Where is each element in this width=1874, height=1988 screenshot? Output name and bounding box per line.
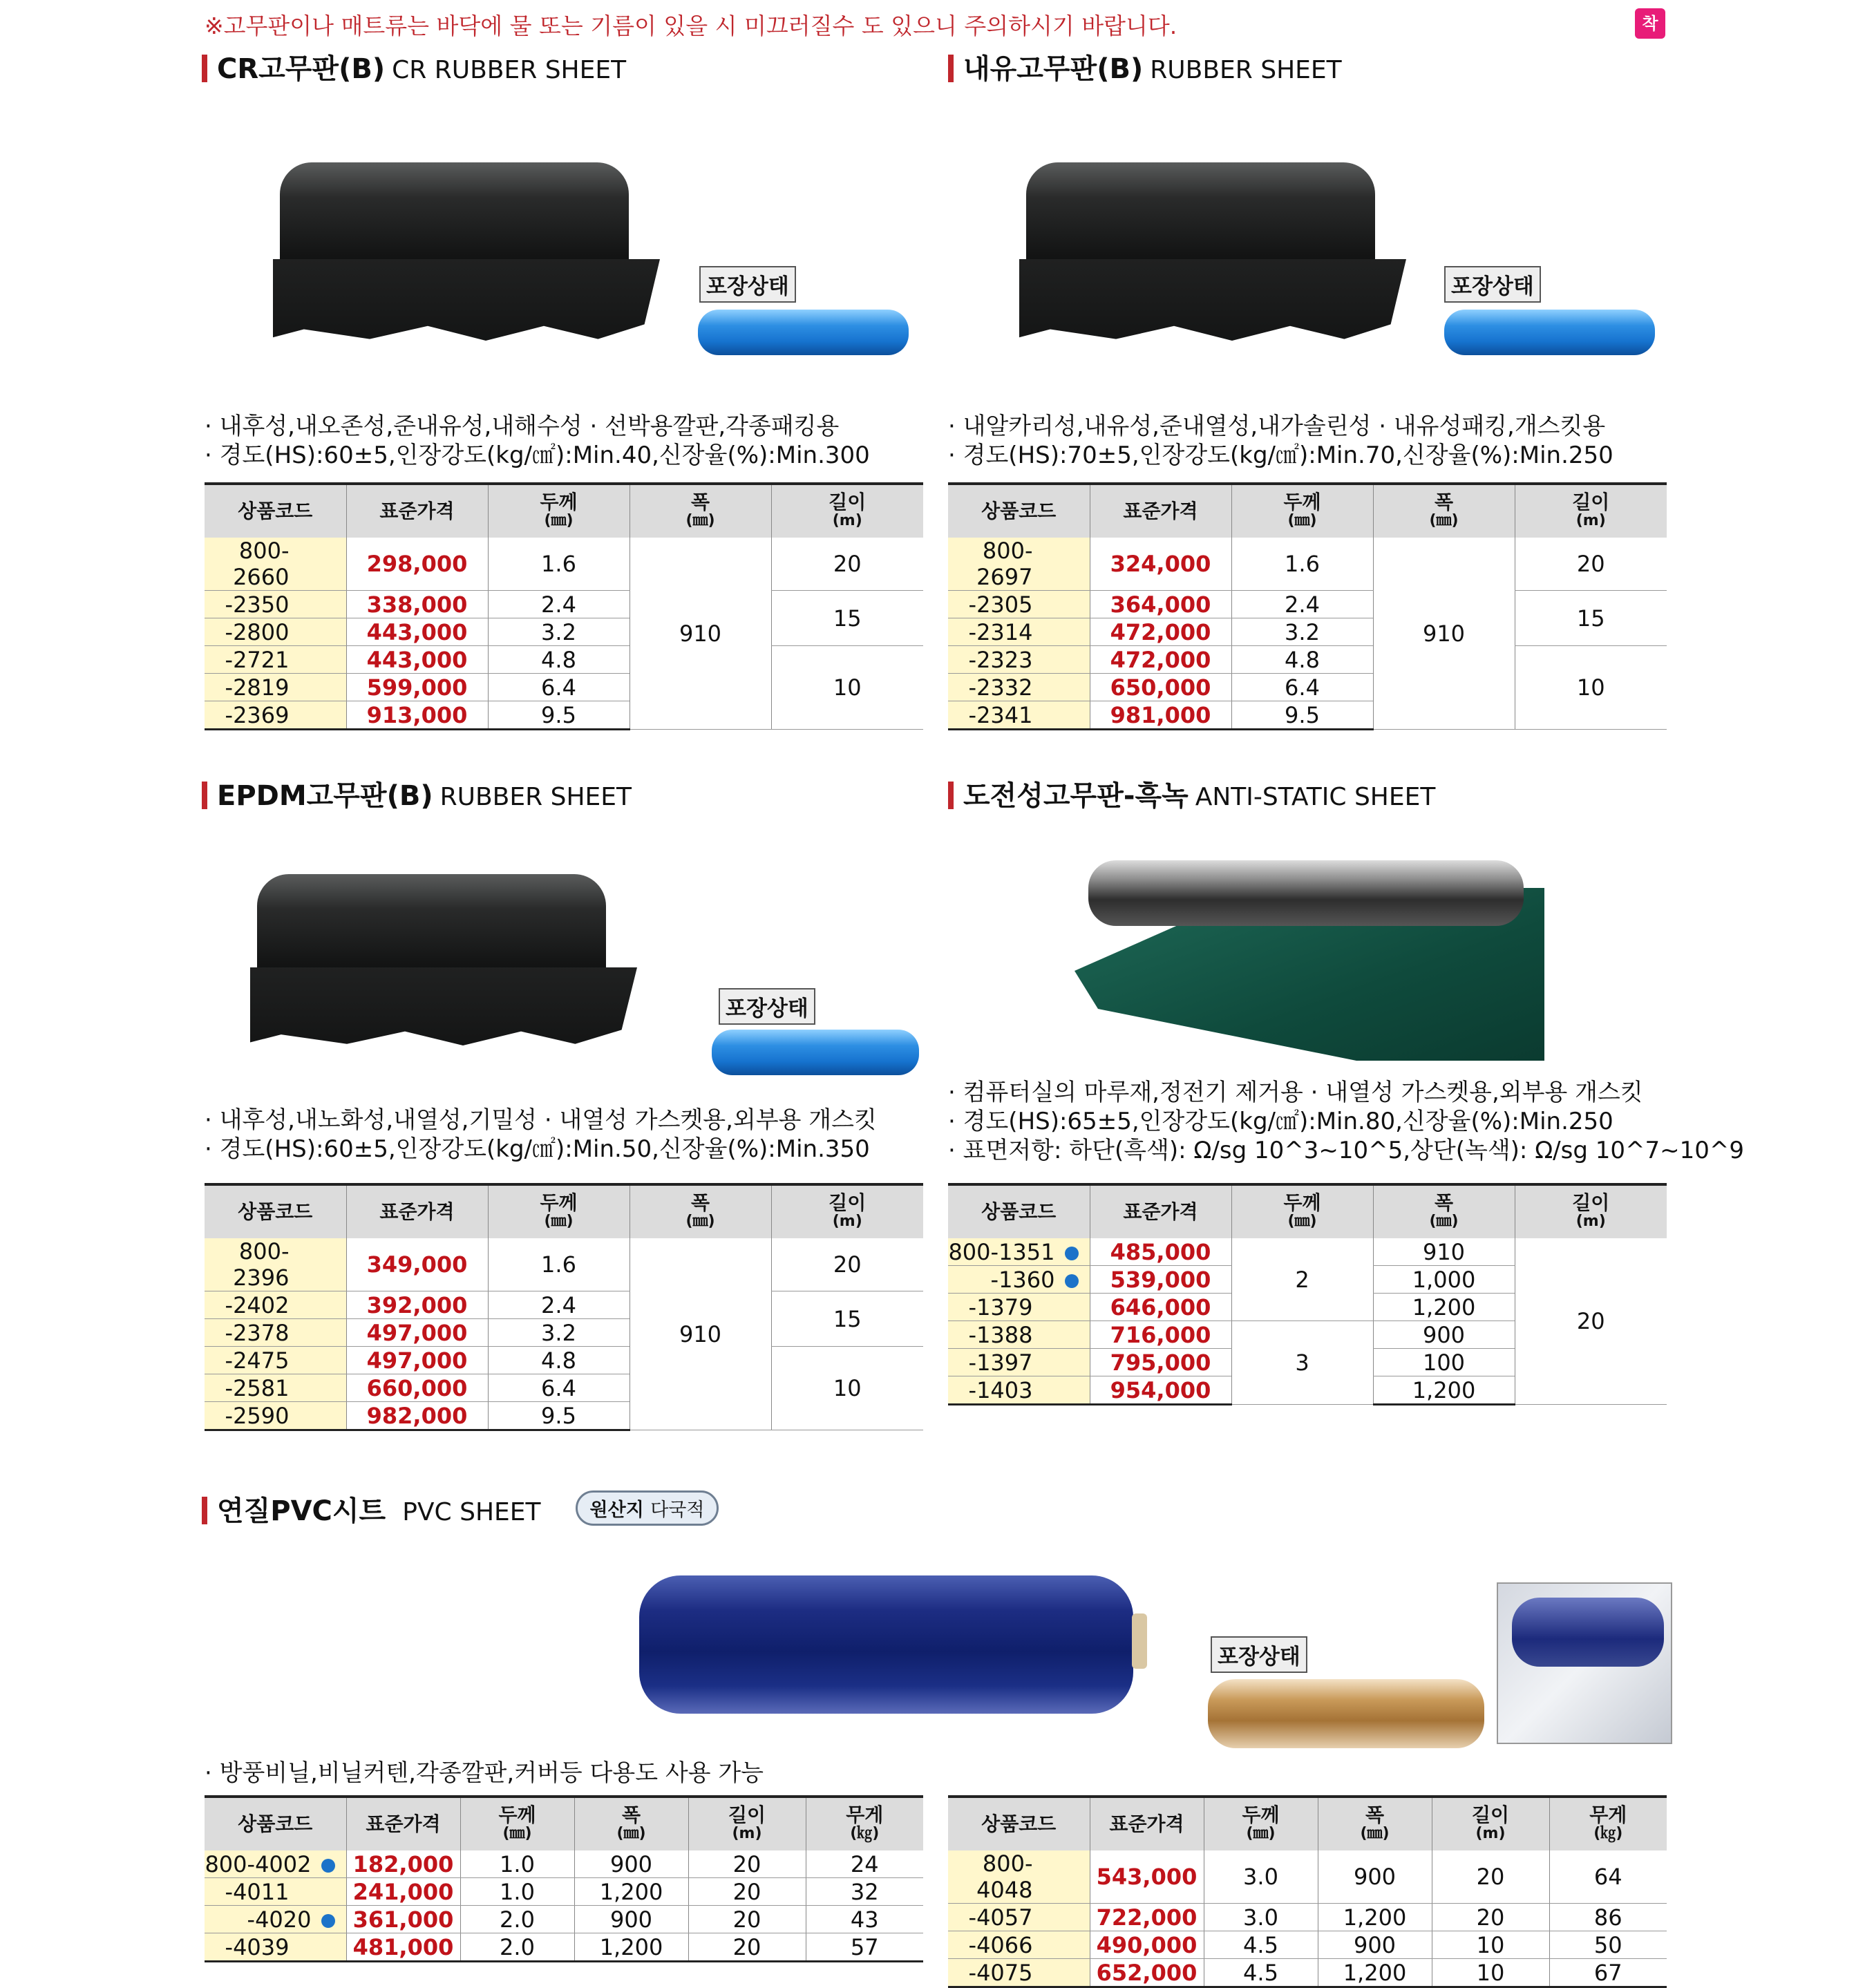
- anti-feature-line-3: · 표면저항: 하단(흑색): Ω/sg 10^3~10^5,상단(녹색): Ω/sg 10^7~10^9: [948, 1137, 1744, 1164]
- epdm-spec-table: [205, 1183, 923, 1431]
- table-row: 800-1351 485,000 2 910 20: [948, 1238, 1667, 1266]
- table-row: -1360 539,000 1,000: [948, 1266, 1667, 1294]
- table-row: -2323 472,000 4.8 10: [948, 646, 1667, 674]
- col-header-length: 길이 (m): [1515, 484, 1667, 538]
- title-accent-bar: [948, 782, 954, 809]
- col-header-price: 표준가격: [346, 1184, 488, 1238]
- oil-section-title: [948, 47, 1342, 86]
- cr-title: CR고무판(B): [217, 53, 386, 85]
- pvc-subtitle: PVC SHEET: [402, 1498, 541, 1526]
- col-header-thickness: 두께 (㎜): [488, 1184, 630, 1238]
- table-row: -1379 646,000 1,200: [948, 1294, 1667, 1321]
- stock-dot-icon: [321, 1914, 335, 1928]
- table-row: -4075 652,000 4.5 1,200 10 67: [948, 1959, 1667, 1987]
- col-header-code: 상품코드: [948, 484, 1090, 538]
- epdm-packaging-image: [712, 1030, 919, 1075]
- table-row: -4057 722,000 3.0 1,200 20 86: [948, 1904, 1667, 1931]
- table-row: -1403 954,000 1,200: [948, 1376, 1667, 1405]
- col-header-thickness: 두께 (㎜): [1231, 484, 1373, 538]
- stock-dot-icon: [1065, 1247, 1079, 1260]
- epdm-feature-line-1: · 내후성,내노화성,내열성,기밀성 · 내열성 가스켓용,외부용 개스킷: [205, 1106, 877, 1134]
- col-header-width: 폭 (㎜): [574, 1797, 688, 1850]
- pvc-pack-label: 포장상태: [1211, 1636, 1307, 1673]
- pvc-section-title: [202, 1489, 719, 1528]
- col-header-code: 상품코드: [205, 1184, 346, 1238]
- col-header-thickness: 두께 (㎜): [1231, 1184, 1373, 1238]
- table-row: -4011 241,000 1.0 1,200 20 32: [205, 1878, 923, 1906]
- cr-subtitle: CR RUBBER SHEET: [392, 56, 627, 84]
- epdm-subtitle: RUBBER SHEET: [439, 783, 632, 811]
- table-row: -2350 338,000 2.4 15: [205, 591, 923, 618]
- pvc-feature-line-1: · 방풍비닐,비닐커텐,각종깔판,커버등 다용도 사용 가능: [205, 1759, 764, 1787]
- table-row: -2819 599,000 6.4: [205, 674, 923, 701]
- col-header-width: 폭 (㎜): [1373, 1184, 1515, 1238]
- col-header-thickness: 두께 (㎜): [1204, 1797, 1318, 1850]
- cr-pack-label: 포장상태: [699, 266, 796, 303]
- table-row: -2332 650,000 6.4: [948, 674, 1667, 701]
- oil-title: 내유고무판(B): [963, 53, 1144, 85]
- table-row: -2475 497,000 4.8 10: [205, 1347, 923, 1374]
- epdm-rubber-roll-image: [250, 867, 637, 1047]
- anti-static-spec-table: [948, 1183, 1667, 1405]
- roll-body: [1512, 1598, 1664, 1667]
- col-header-weight: 무게 (㎏): [1549, 1797, 1667, 1850]
- col-header-price: 표준가격: [346, 484, 488, 538]
- table-row: -1397 795,000 100: [948, 1349, 1667, 1376]
- epdm-section-title: [202, 774, 632, 813]
- col-header-length: 길이 (m): [1432, 1797, 1549, 1850]
- col-header-price: 표준가격: [1090, 1184, 1231, 1238]
- col-header-code: 상품코드: [948, 1184, 1090, 1238]
- col-header-length: 길이 (m): [688, 1797, 806, 1850]
- warning-notice: ※고무판이나 매트류는 바닥에 물 또는 기름이 있을 시 미끄러질수 도 있으니 주의하시기 바랍니다.: [205, 12, 1177, 39]
- unrolled-sheet: [1019, 259, 1406, 341]
- col-header-length: 길이 (m): [771, 1184, 923, 1238]
- oil-rubber-roll-image: [1019, 155, 1406, 342]
- title-accent-bar: [202, 782, 207, 809]
- table-row: 800-4048 543,000 3.0 900 20 64: [948, 1850, 1667, 1904]
- cr-rubber-roll-image: [273, 155, 660, 342]
- pvc-spec-table-left: [205, 1795, 923, 1962]
- epdm-pack-label: 포장상태: [719, 988, 815, 1025]
- col-header-length: 길이 (m): [1515, 1184, 1667, 1238]
- title-accent-bar: [948, 55, 954, 82]
- col-header-price: 표준가격: [346, 1797, 460, 1850]
- cod-badge: 착불: [1635, 8, 1665, 39]
- title-accent-bar: [202, 1497, 207, 1524]
- col-header-width: 폭 (㎜): [1373, 484, 1515, 538]
- table-row: -2721 443,000 4.8 10: [205, 646, 923, 674]
- epdm-title: EPDM고무판(B): [217, 780, 433, 812]
- col-header-thickness: 두께 (㎜): [460, 1797, 574, 1850]
- cr-feature-line-1: · 내후성,내오존성,준내유성,내해수성 · 선박용깔판,각종패킹용: [205, 413, 840, 440]
- oil-feature-line-2: · 경도(HS):70±5,인장강도(kg/㎠):Min.70,신장율(%):Min.250: [948, 442, 1613, 469]
- pvc-spec-table-right: [948, 1795, 1667, 1988]
- col-header-price: 표준가격: [1090, 484, 1231, 538]
- anti-static-sheet-image: [1075, 860, 1544, 1061]
- oil-spec-table: [948, 482, 1667, 730]
- col-header-width: 폭 (㎜): [630, 1184, 771, 1238]
- cr-packaging-image: [698, 310, 909, 355]
- unrolled-sheet: [273, 259, 660, 341]
- table-row: -2590 982,000 9.5: [205, 1402, 923, 1430]
- pvc-roll-image: [639, 1575, 1133, 1714]
- roll-core: [1132, 1613, 1147, 1669]
- anti-static-title: 도전성고무판-흑녹: [963, 780, 1189, 812]
- col-header-weight: 무게 (㎏): [806, 1797, 923, 1850]
- stock-dot-icon: [1065, 1274, 1079, 1288]
- table-row: -2402 392,000 2.4 15: [205, 1291, 923, 1319]
- col-header-price: 표준가격: [1090, 1797, 1204, 1850]
- oil-feature-line-1: · 내알카리성,내유성,준내열성,내가솔린성 · 내유성패킹,개스킷용: [948, 413, 1606, 440]
- table-row: -2581 660,000 6.4: [205, 1374, 923, 1402]
- stock-dot-icon: [321, 1859, 335, 1873]
- roll-body: [1088, 860, 1524, 926]
- cr-section-title: [202, 47, 626, 86]
- origin-badge: 원산지 다국적: [576, 1490, 719, 1526]
- col-header-code: 상품코드: [948, 1797, 1090, 1850]
- pvc-title: 연질PVC시트: [217, 1495, 386, 1527]
- table-row: -4066 490,000 4.5 900 10 50: [948, 1931, 1667, 1959]
- table-row: -2378 497,000 3.2: [205, 1319, 923, 1347]
- anti-feature-line-1: · 컴퓨터실의 마루재,정전기 제거용 · 내열성 가스켓용,외부용 개스킷: [948, 1079, 1643, 1106]
- oil-packaging-image: [1444, 310, 1655, 355]
- table-row: -4039 481,000 2.0 1,200 20 57: [205, 1933, 923, 1962]
- table-row: 800-2697 324,000 1.6 910 20: [948, 538, 1667, 591]
- epdm-feature-line-2: · 경도(HS):60±5,인장강도(kg/㎠):Min.50,신장율(%):Min.350: [205, 1135, 870, 1163]
- table-row: -2314 472,000 3.2: [948, 618, 1667, 646]
- oil-pack-label: 포장상태: [1444, 266, 1541, 303]
- table-row: -2800 443,000 3.2: [205, 618, 923, 646]
- anti-feature-line-2: · 경도(HS):65±5,인장강도(kg/㎠):Min.80,신장율(%):Min.250: [948, 1108, 1613, 1135]
- table-row: -2305 364,000 2.4 15: [948, 591, 1667, 618]
- anti-static-subtitle: ANTI-STATIC SHEET: [1195, 783, 1436, 811]
- table-row: 800-2660 298,000 1.6 910 20: [205, 538, 923, 591]
- anti-static-section-title: [948, 774, 1435, 813]
- col-header-width: 폭 (㎜): [630, 484, 771, 538]
- col-header-thickness: 두께 (㎜): [488, 484, 630, 538]
- title-accent-bar: [202, 55, 207, 82]
- pvc-sheet-photo: [1497, 1582, 1672, 1744]
- oil-subtitle: RUBBER SHEET: [1150, 56, 1342, 84]
- table-row: 800-4002 182,000 1.0 900 20 24: [205, 1850, 923, 1878]
- table-row: -2341 981,000 9.5: [948, 701, 1667, 730]
- col-header-code: 상품코드: [205, 484, 346, 538]
- cr-spec-table: [205, 482, 923, 730]
- col-header-width: 폭 (㎜): [1318, 1797, 1432, 1850]
- col-header-code: 상품코드: [205, 1797, 346, 1850]
- table-row: -2369 913,000 9.5: [205, 701, 923, 730]
- table-row: -4020 361,000 2.0 900 20 43: [205, 1906, 923, 1933]
- col-header-length: 길이 (m): [771, 484, 923, 538]
- table-row: -1388 716,000 3 900: [948, 1321, 1667, 1349]
- table-row: 800-2396 349,000 1.6 910 20: [205, 1238, 923, 1291]
- unrolled-sheet: [250, 967, 637, 1045]
- cr-feature-line-2: · 경도(HS):60±5,인장강도(kg/㎠):Min.40,신장율(%):Min.300: [205, 442, 870, 469]
- pvc-packaging-image: [1208, 1679, 1484, 1748]
